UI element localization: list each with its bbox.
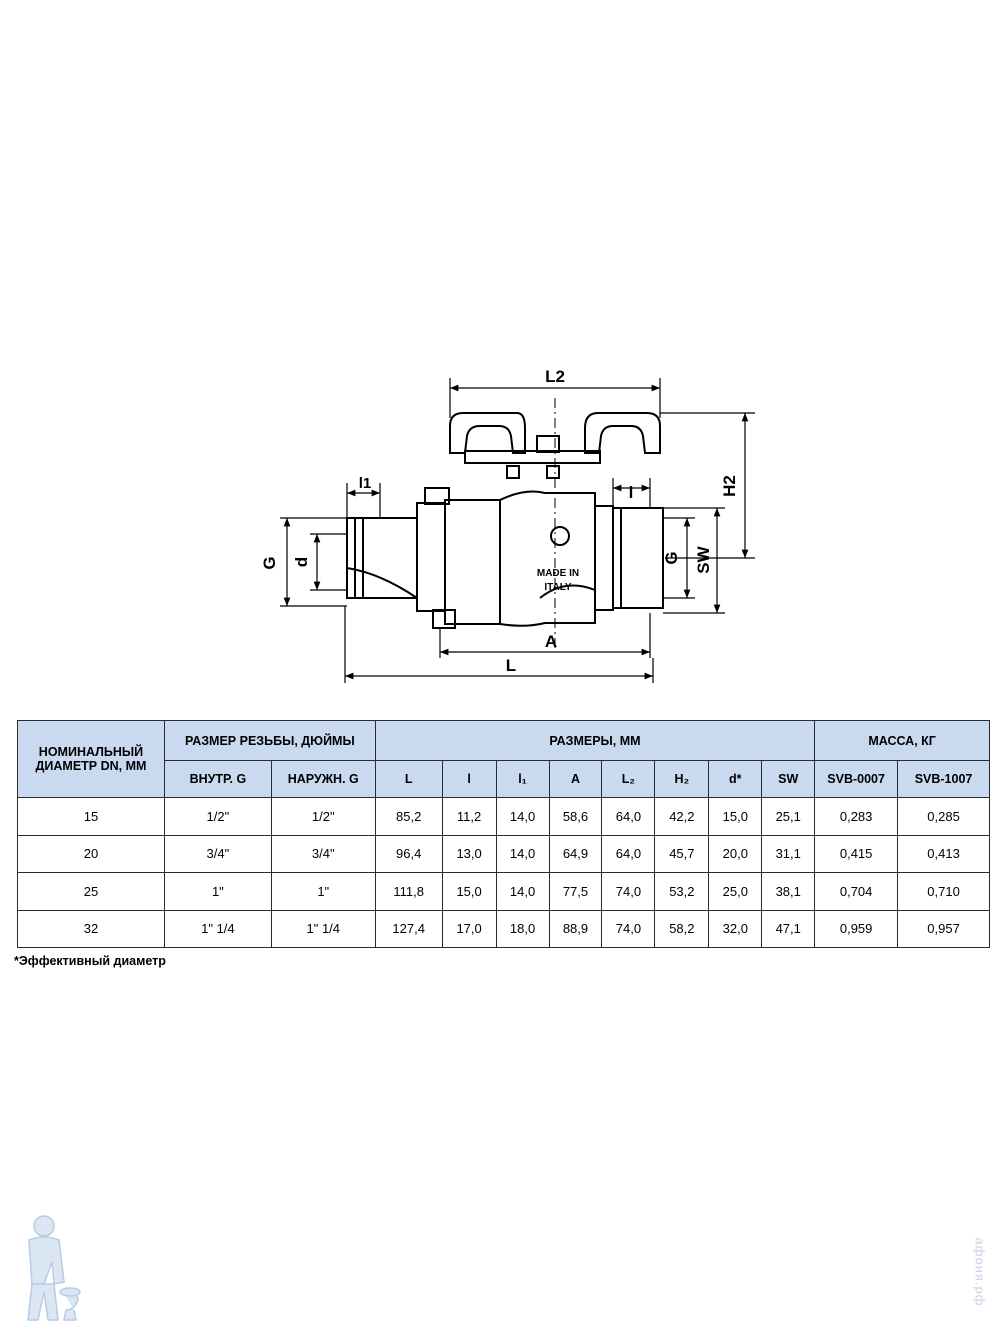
table-cell: 53,2 (655, 873, 709, 911)
table-cell: 96,4 (375, 835, 442, 873)
table-cell: 0,959 (815, 910, 898, 948)
table-row (18, 798, 990, 836)
table-cell: 1" (271, 873, 375, 911)
label-sw: SW (694, 546, 713, 574)
table-cell: 0,704 (815, 873, 898, 911)
table-row (18, 835, 990, 873)
table-cell: 0,957 (898, 910, 990, 948)
table-cell: 127,4 (375, 910, 442, 948)
subheader-l: l (442, 761, 496, 798)
table-cell: 15 (18, 798, 165, 836)
table-cell: 13,0 (442, 835, 496, 873)
table-cell: 58,2 (655, 910, 709, 948)
table-cell: 31,1 (762, 835, 815, 873)
table-cell: 0,710 (898, 873, 990, 911)
site-watermark (966, 1222, 994, 1322)
table-cell: 11,2 (442, 798, 496, 836)
plumber-mascot-icon (14, 1212, 84, 1324)
table-cell: 58,6 (549, 798, 602, 836)
table-cell: 47,1 (762, 910, 815, 948)
table-cell: 3/4" (271, 835, 375, 873)
label-a: A (544, 632, 558, 651)
valve-technical-drawing (255, 358, 775, 688)
table-cell: 45,7 (655, 835, 709, 873)
table-row (18, 910, 990, 948)
table-cell: 38,1 (762, 873, 815, 911)
table-cell: 3/4" (164, 835, 271, 873)
table-cell: 14,0 (496, 835, 549, 873)
table-cell: 1" (164, 873, 271, 911)
table-cell: 25,1 (762, 798, 815, 836)
table-cell: 74,0 (602, 873, 655, 911)
label-l1: l1 (358, 475, 372, 492)
label-L: L (505, 656, 517, 675)
table-cell: 25,0 (709, 873, 762, 911)
subheader-L: L (375, 761, 442, 798)
table-cell: 0,415 (815, 835, 898, 873)
table-cell: 85,2 (375, 798, 442, 836)
subheader-a: A (549, 761, 602, 798)
table-cell: 14,0 (496, 798, 549, 836)
table-cell: 64,0 (602, 798, 655, 836)
body-marking-made-in: MADE IN (536, 568, 580, 579)
subheader-sw: SW (762, 761, 815, 798)
table-cell: 1/2" (164, 798, 271, 836)
watermark-text: афоня.рф (972, 1237, 988, 1307)
subheader-h2: H₂ (655, 761, 709, 798)
table-cell: 111,8 (375, 873, 442, 911)
header-dimensions: РАЗМЕРЫ, ММ (375, 721, 814, 761)
table-cell: 0,413 (898, 835, 990, 873)
subheader-l1: l₁ (496, 761, 549, 798)
table-cell: 20 (18, 835, 165, 873)
table-cell: 64,9 (549, 835, 602, 873)
table-cell: 15,0 (709, 798, 762, 836)
label-l: l (628, 483, 634, 502)
label-g-right: G (662, 551, 681, 565)
spec-table (17, 720, 990, 948)
subheader-outer-g: НАРУЖН. G (271, 761, 375, 798)
label-g-left: G (260, 556, 279, 570)
table-cell: 74,0 (602, 910, 655, 948)
table-cell: 42,2 (655, 798, 709, 836)
subheader-inner-g: ВНУТР. G (164, 761, 271, 798)
table-cell: 18,0 (496, 910, 549, 948)
header-nominal-diameter: НОМИНАЛЬНЫЙ ДИАМЕТР DN, ММ (18, 721, 165, 798)
table-cell: 64,0 (602, 835, 655, 873)
table-cell: 25 (18, 873, 165, 911)
header-thread-size: РАЗМЕР РЕЗЬБЫ, ДЮЙМЫ (164, 721, 375, 761)
table-cell: 32,0 (709, 910, 762, 948)
footnote: *Эффективный диаметр (14, 954, 166, 968)
table-cell: 0,283 (815, 798, 898, 836)
table-cell: 77,5 (549, 873, 602, 911)
subheader-svb-1007: SVB-1007 (898, 761, 990, 798)
table-cell: 88,9 (549, 910, 602, 948)
table-cell: 1" 1/4 (271, 910, 375, 948)
subheader-d: d* (709, 761, 762, 798)
table-cell: 32 (18, 910, 165, 948)
label-l2: L2 (545, 367, 565, 386)
table-cell: 20,0 (709, 835, 762, 873)
subheader-l2: L₂ (602, 761, 655, 798)
label-h2: H2 (720, 475, 739, 497)
subheader-svb-0007: SVB-0007 (815, 761, 898, 798)
table-cell: 1/2" (271, 798, 375, 836)
table-row (18, 873, 990, 911)
table-cell: 14,0 (496, 873, 549, 911)
header-mass: МАССА, КГ (815, 721, 990, 761)
table-cell: 0,285 (898, 798, 990, 836)
label-d: d (292, 556, 311, 568)
body-marking-italy: ITALY (544, 582, 572, 593)
table-cell: 1" 1/4 (164, 910, 271, 948)
table-cell: 15,0 (442, 873, 496, 911)
table-cell: 17,0 (442, 910, 496, 948)
